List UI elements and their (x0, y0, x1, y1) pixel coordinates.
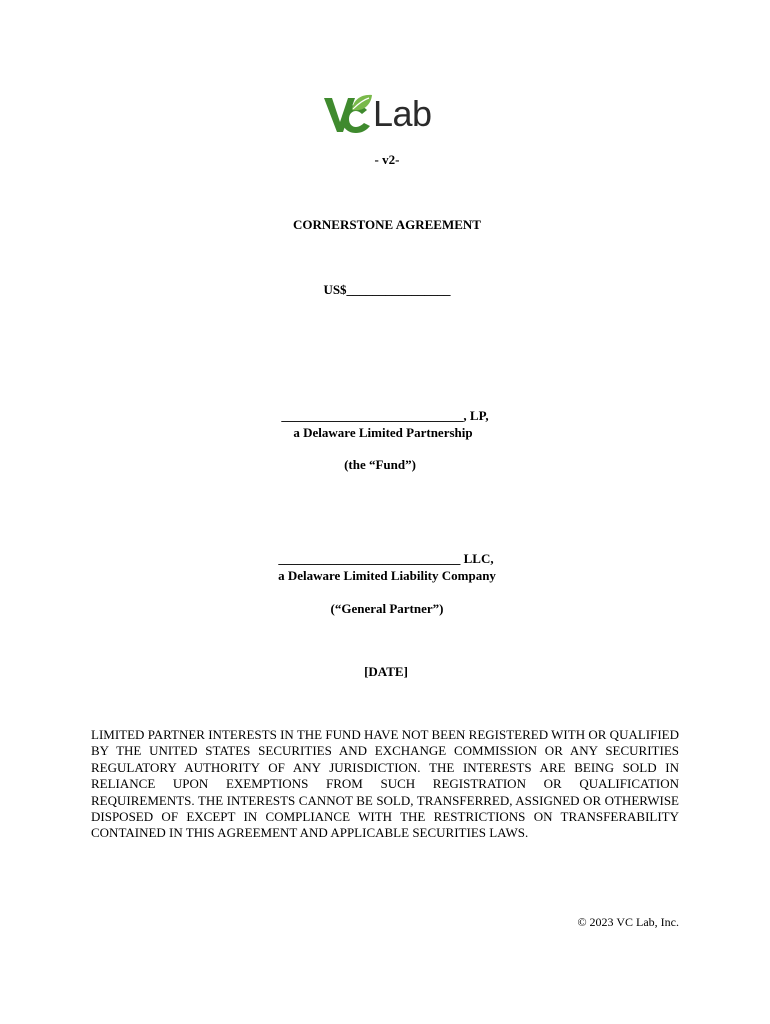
fund-definition: (the “Fund”) (344, 457, 416, 472)
document-title: CORNERSTONE AGREEMENT (293, 217, 481, 232)
vc-leaf-mark-icon (322, 92, 374, 138)
vc-lab-logo (322, 92, 452, 138)
logo-wordmark: Lab (373, 93, 432, 134)
general-partner-definition: (“General Partner”) (330, 601, 444, 616)
fund-entity-type: a Delaware Limited Partnership (293, 425, 473, 440)
securities-legend: LIMITED PARTNER INTERESTS IN THE FUND HAVE NOT BEEN REGISTERED WITH OR QUALIFIED BY THE UNITED STATES SECURITIES AND EXCHANGE COMMISSION OR ANY SECURITIES REGULATORY AUTHORITY OF ANY JURISDICTION. THE INTERESTS ARE BEING SOLD IN RELIANCE UPON EXEMPTIONS FROM SUCH REGISTRATION OR QUALIFICATION REQUIREMENTS. THE INTERESTS CANNOT BE SOLD, TRANSFERRED, ASSIGNED OR OTHERWISE DISPOSED OF EXCEPT IN COMPLIANCE WITH THE RESTRICTIONS ON TRANSFERABILITY CONTAINED IN THIS AGREEMENT AND APPLICABLE SECURITIES LAWS. (91, 727, 679, 841)
copyright-notice: © 2023 VC Lab, Inc. (577, 915, 679, 929)
fund-name-line: ____________________________, LP, (281, 408, 489, 423)
date-placeholder: [DATE] (364, 664, 408, 679)
version-label: - v2- (374, 152, 400, 167)
general-partner-name-line: ____________________________ LLC, (278, 551, 494, 566)
amount-line: US$________________ (323, 282, 451, 297)
general-partner-entity-type: a Delaware Limited Liability Company (278, 568, 496, 583)
